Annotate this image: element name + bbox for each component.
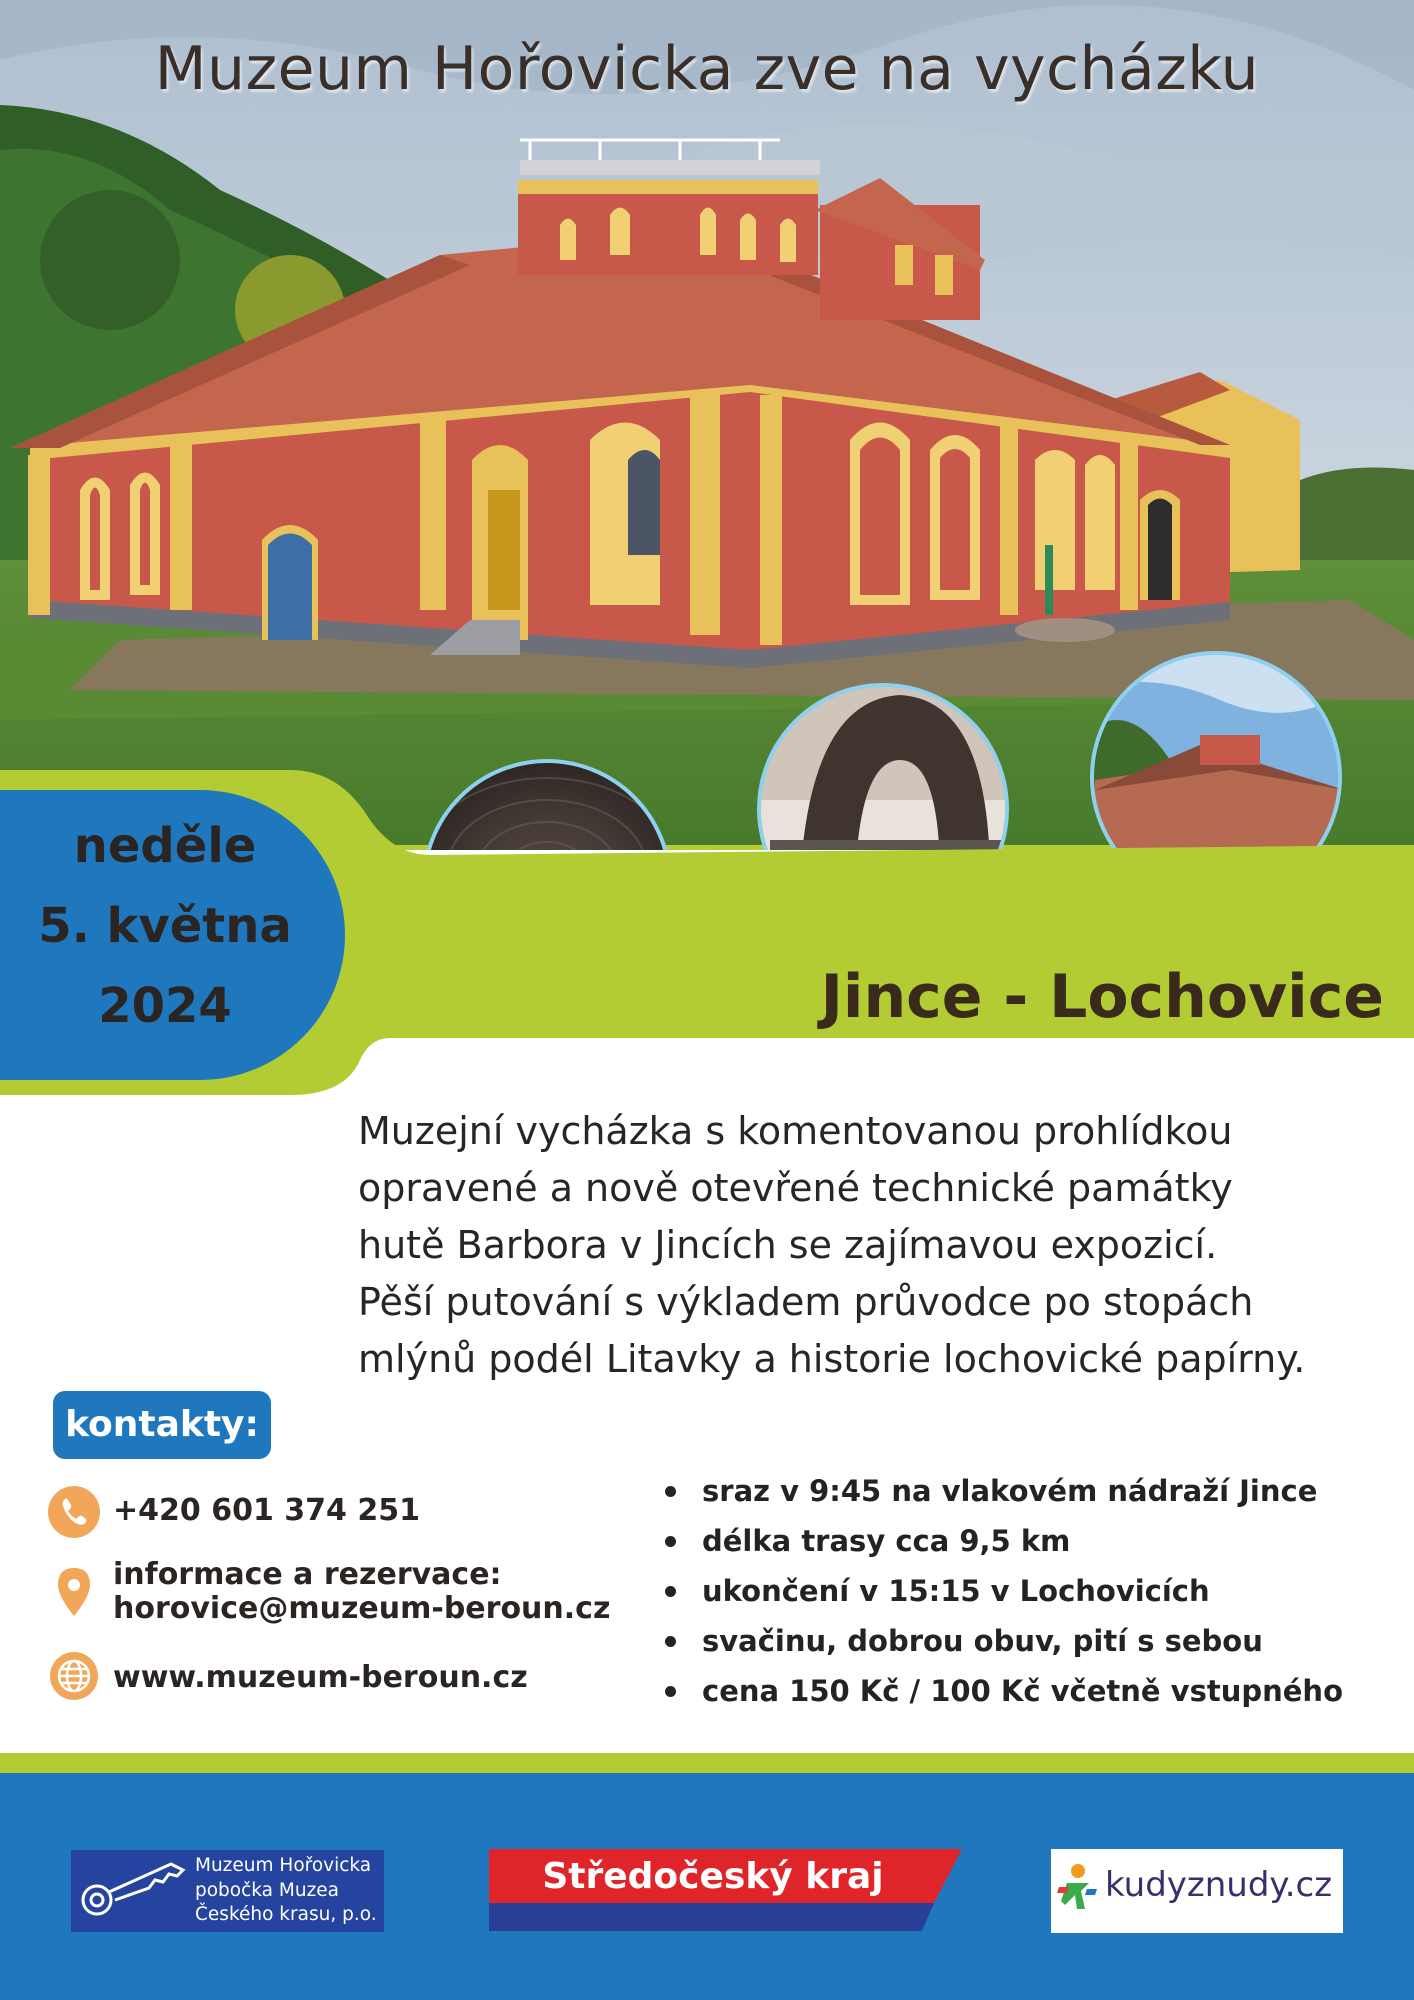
description-line: hutě Barbora v Jincích se zajímavou expozicí. (358, 1223, 1218, 1267)
event-details-list (665, 1466, 1343, 1716)
contacts-heading: kontakty: (53, 1391, 271, 1459)
contact-email[interactable]: horovice@muzeum-beroun.cz (113, 1591, 611, 1626)
contact-info-label: informace a rezervace: (113, 1557, 502, 1592)
page-title: Muzeum Hořovicka zve na vycházku (154, 34, 1260, 104)
museum-logo-line: pobočka Muzea (195, 1879, 340, 1901)
museum-logo-text (195, 1854, 377, 1928)
phone-icon (48, 1486, 100, 1538)
event-date-year: 2024 (98, 978, 232, 1034)
kudyznudy-logo-text: kudyznudy.cz (1105, 1865, 1333, 1905)
museum-logo[interactable] (71, 1850, 384, 1932)
event-date-day-month: 5. května (38, 898, 292, 954)
list-item: sraz v 9:45 na vlakovém nádraží Jince (665, 1466, 1343, 1516)
footer-divider (0, 1753, 1414, 1773)
list-item: délka trasy cca 9,5 km (665, 1516, 1343, 1566)
contact-phone[interactable]: +420 601 374 251 (113, 1493, 420, 1528)
event-description (358, 1103, 1388, 1388)
museum-logo-line: Muzeum Hořovicka (195, 1855, 372, 1876)
list-item: ukončení v 15:15 v Lochovicích (665, 1566, 1343, 1616)
description-line: Pěší putování s výkladem průvodce po stopách (358, 1280, 1254, 1324)
museum-logo-line: Českého krasu, p.o. (195, 1904, 377, 1925)
kudyznudy-logo[interactable] (1051, 1849, 1343, 1933)
event-date-badge (0, 790, 345, 1080)
description-line: Muzejní vycházka s komentovanou prohlídkou (358, 1109, 1233, 1153)
list-item: cena 150 Kč / 100 Kč včetně vstupného (665, 1666, 1343, 1716)
list-item: svačinu, dobrou obuv, pití s sebou (665, 1616, 1343, 1666)
description-line: opravené a nově otevřené technické památky (358, 1166, 1233, 1210)
globe-icon (48, 1650, 100, 1702)
description-line: mlýnů podél Litavky a historie lochovické papírny. (358, 1337, 1306, 1381)
hero-photo-huť-barbora (0, 0, 1414, 850)
person-icon (1055, 1861, 1101, 1921)
route-title: Jince - Lochovice (820, 962, 1384, 1032)
location-pin-icon (48, 1566, 100, 1618)
key-icon (75, 1860, 190, 1922)
kraj-logo-text: Středočeský kraj (542, 1856, 884, 1897)
contact-website[interactable]: www.muzeum-beroun.cz (113, 1660, 528, 1695)
event-date-day: neděle (73, 818, 257, 874)
